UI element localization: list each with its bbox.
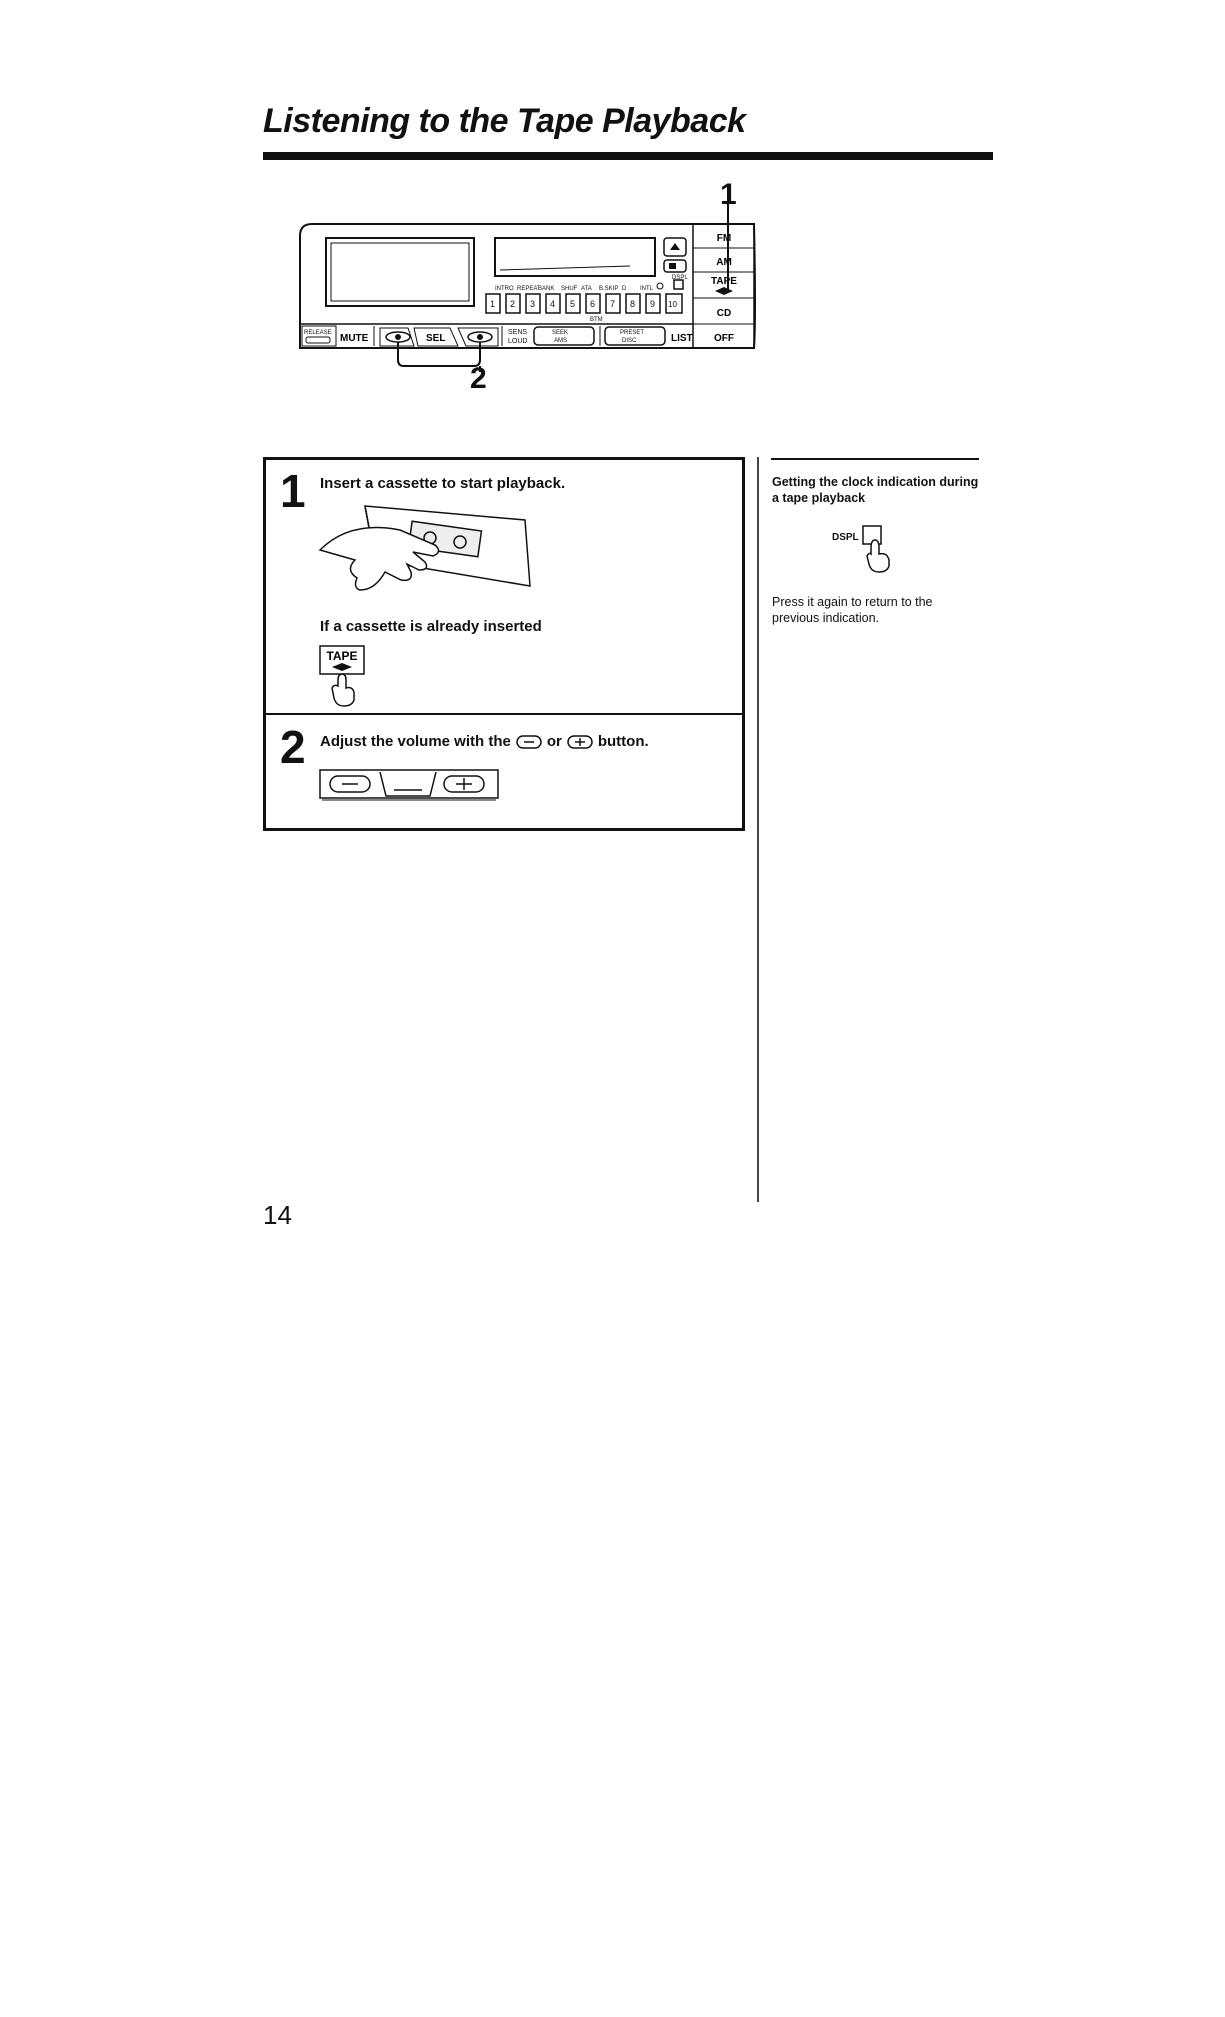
step-2-text-after: button. [597,733,649,750]
callout-number-1: 1 [720,178,737,211]
step-1-number: 1 [280,465,306,517]
fm-button[interactable]: FM [716,233,732,244]
sidebar-heading: Getting the clock indication during a tape playback [772,475,979,505]
dspl-button-illustration[interactable] [832,524,895,574]
preset-3-label: 3 [530,299,536,309]
svg-text:RELEASE: RELEASE [304,330,332,336]
step-1-text: Insert a cassette to start playback. [320,475,566,492]
small-label: REPEAT [517,286,541,292]
small-label: D [622,286,627,292]
step-2-text-middle: or [546,733,562,750]
cassette-insert-illustration [315,500,545,610]
svg-text:AMS: AMS [554,338,568,344]
small-label: B.SKIP [599,286,619,292]
preset-5-label: 5 [570,299,576,309]
sidebar-text: Press it again to return to the previous indication. [772,595,933,625]
svg-text:PRESET: PRESET [620,330,645,336]
preset-9-label: 9 [650,299,656,309]
cd-button[interactable]: CD [716,308,732,319]
sens-label: SENS [508,329,528,336]
preset-7-label: 7 [610,299,616,309]
step-2-text [320,733,649,750]
svg-text:DISC: DISC [622,338,637,344]
step-2-text-before: Adjust the volume with the [320,733,511,750]
column-divider [757,457,759,1202]
pointing-hand-icon [867,540,889,572]
preset-buttons[interactable] [486,294,682,313]
tape-button[interactable]: TAPE [711,276,737,287]
step-1-subheading: If a cassette is already inserted [320,618,542,635]
dspl-button[interactable] [674,280,683,289]
preset-10-label: 10 [668,300,677,309]
small-label: INTRO [495,286,514,292]
title-underline [263,152,993,160]
minus-icon [516,735,542,749]
small-label: SHUF [561,286,578,292]
callout-number-2: 2 [470,362,487,395]
step-2-number: 2 [280,721,306,773]
play-direction-icon [715,287,733,295]
sel-button[interactable]: SEL [426,333,446,344]
loud-label: LOUD [508,338,528,345]
list-button[interactable]: LIST [671,333,693,344]
small-label: BTM [590,317,603,323]
tape-button-label: TAPE [326,649,358,663]
preset-4-label: 4 [550,299,556,309]
tape-button-illustration[interactable] [318,644,370,694]
svg-text:SEEK: SEEK [552,330,569,336]
preset-8-label: 8 [630,299,636,309]
eject-icon [670,243,680,250]
preset-2-label: 2 [510,299,516,309]
volume-buttons-illustration [318,768,500,802]
preset-6-label: 6 [590,299,596,309]
page-number: 14 [263,1200,292,1230]
small-label: BANK [538,286,555,292]
small-label: DSPL [672,275,688,281]
am-button[interactable]: AM [716,257,732,268]
sidebar-rule [771,458,979,460]
page-title: Listening to the Tape Playback [263,102,746,140]
mute-button[interactable]: MUTE [340,333,369,344]
dspl-label: DSPL [832,532,859,543]
step-divider [266,713,742,715]
plus-icon [567,735,593,749]
preset-1-label: 1 [490,299,496,309]
pointing-hand-icon [332,674,354,706]
front-panel-illustration [290,180,770,390]
off-button[interactable]: OFF [714,333,734,344]
small-label: INTL [640,286,654,292]
small-label: ATA [581,286,592,292]
